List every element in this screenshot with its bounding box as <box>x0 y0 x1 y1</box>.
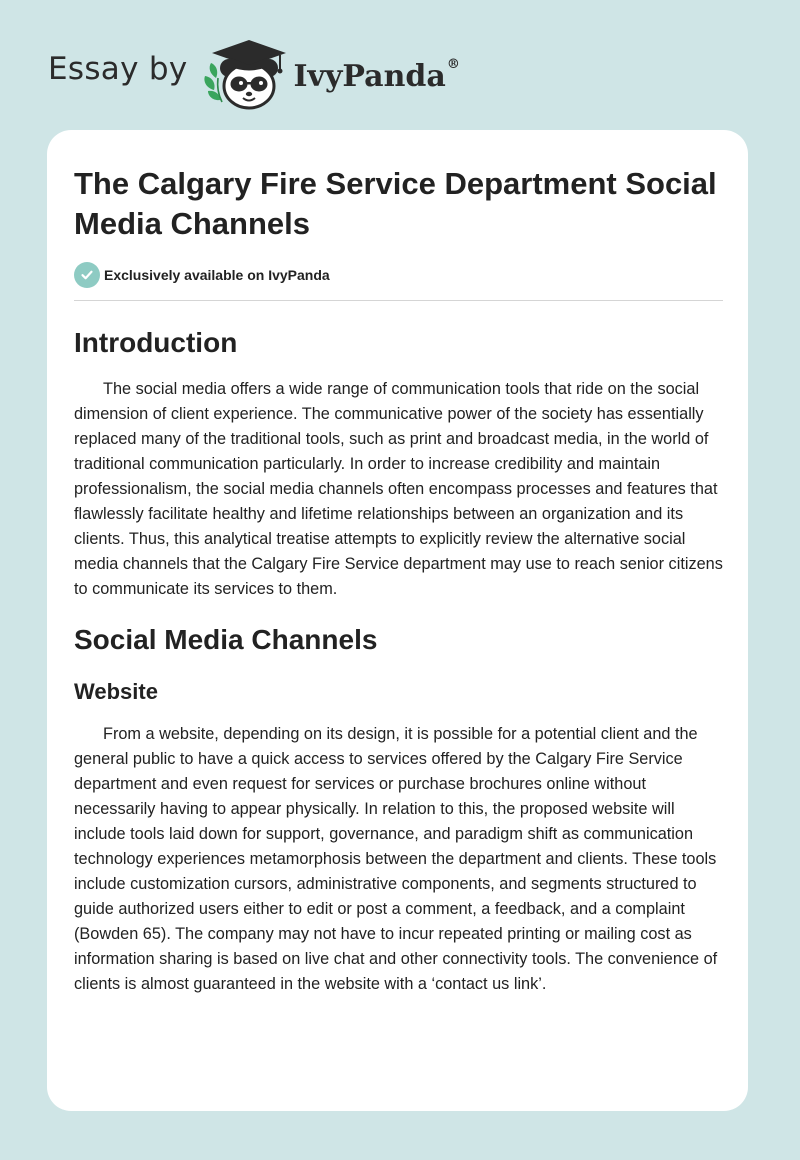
website-paragraph: From a website, depending on its design, it is possible for a potential client and the general public to have a quick access to services offered by the Calgary Fire Service department and even request for services or purchase brochures online without necessarily having to appear physically. In relation to this, the proposed website will include tools laid down for support, governance, and paradigm shift as communication technology experiences metamorphosis between the department and clients. These tools include customization cursors, administrative components, and segments structured to guide authorized users either to edit or post a comment, a feedback, and a complaint (Bowden 65). The company may not have to incur repeated printing or mailing cost as information sharing is based on live chat and other connectivity tools. The convenience of clients is almost guaranteed in the website with a ‘contact us link’. <box>74 725 718 993</box>
essay-content <box>74 164 723 997</box>
introduction-paragraph: The social media offers a wide range of communication tools that ride on the social dimension of client experience. The communicative power of the society has essentially replaced many of the traditional tools, such as print and broadcast media, in the world of traditional communication particularly. In order to increase credibility and maintain professionalism, the social media channels often encompass processes and features that flawlessly facilitate healthy and lifetime relationships between an organization and its clients. Thus, this analytical treatise attempts to explicitly review the alternative social media channels that the Calgary Fire Service department may use to reach senior citizens to communicate its services to them. <box>74 380 723 598</box>
title-divider <box>74 300 723 301</box>
section-heading-introduction: Introduction <box>74 327 238 358</box>
badge-text: Exclusively available on IvyPanda <box>104 267 330 283</box>
brand-prefix: Essay by <box>48 51 188 87</box>
panda-logo-icon <box>202 34 292 114</box>
registered-mark: ® <box>446 56 460 72</box>
page-title: The Calgary Fire Service Department Social Media Channels <box>74 166 717 241</box>
essay-card <box>47 130 748 1111</box>
brand-name: IvyPanda® <box>293 56 460 94</box>
section-heading-social-media-channels: Social Media Channels <box>74 624 378 655</box>
site-brand[interactable] <box>48 34 460 114</box>
subheading-website: Website <box>74 679 158 704</box>
check-circle-icon <box>74 262 100 288</box>
exclusive-badge <box>74 262 723 288</box>
check-mark-icon <box>80 268 94 282</box>
